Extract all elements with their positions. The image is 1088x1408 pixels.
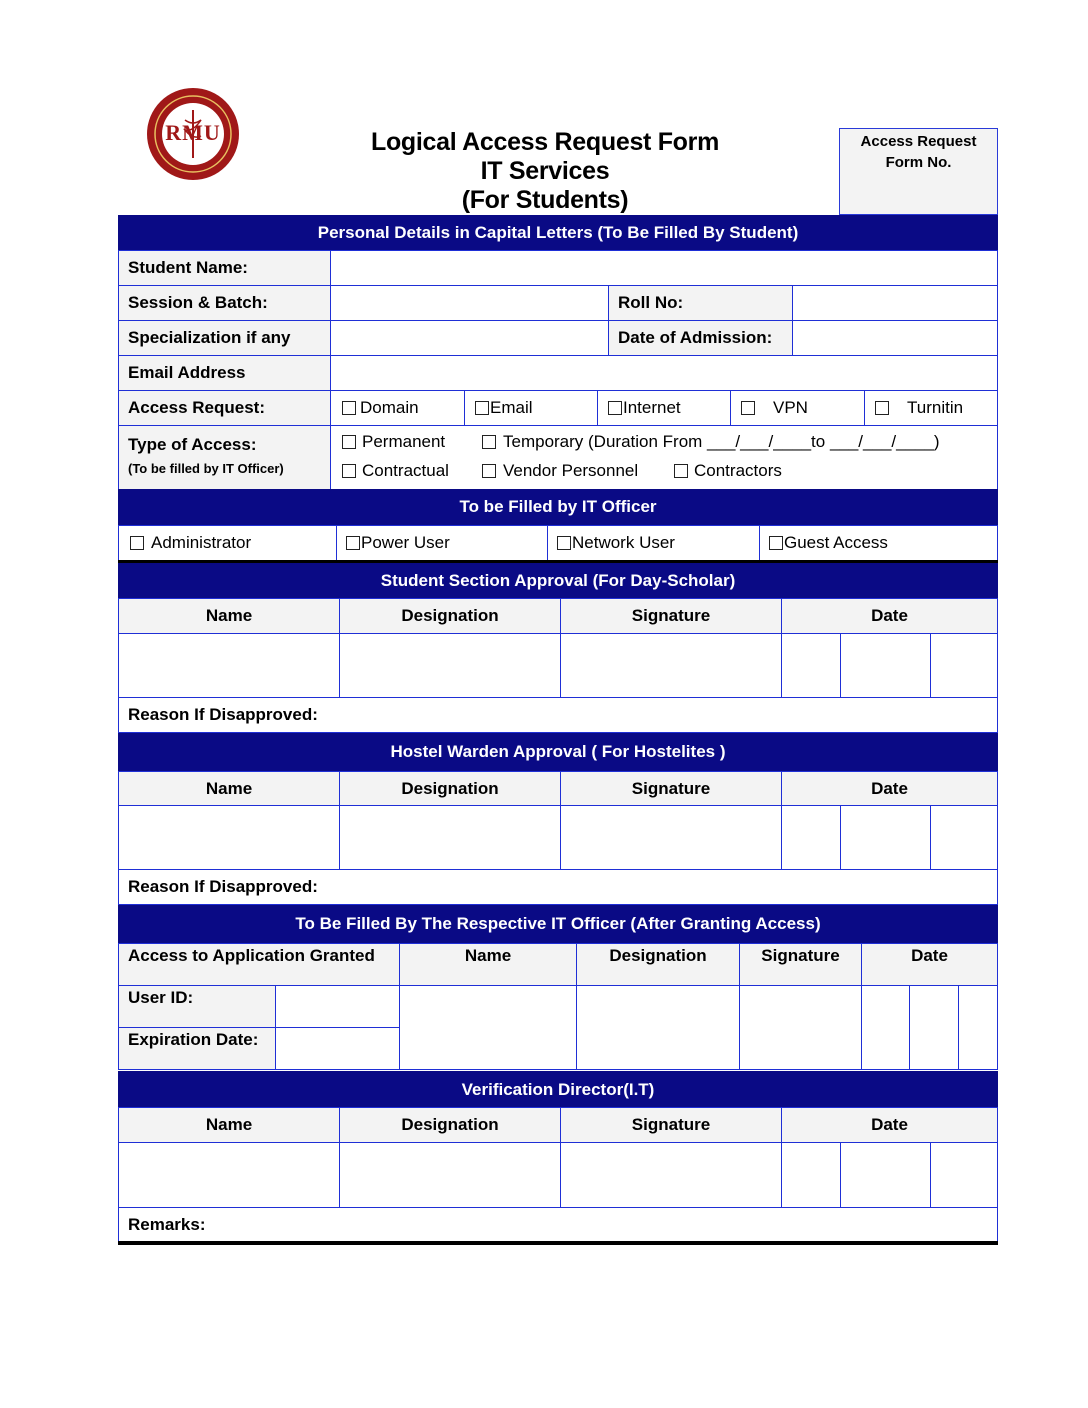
checkbox-icon[interactable] (741, 401, 755, 415)
student-name-field[interactable] (330, 250, 998, 286)
access-option-internet[interactable]: Internet (597, 390, 731, 426)
session-batch-field[interactable] (330, 285, 609, 321)
column-name: Name (118, 598, 340, 634)
warden-name-field[interactable] (118, 805, 340, 870)
role-administrator[interactable]: Administrator (118, 525, 337, 561)
type-temporary[interactable]: Temporary (Duration From ___/___/____to ___/___/____) (482, 431, 940, 453)
logo-monogram: RMU (165, 120, 221, 145)
date-day-field[interactable] (781, 633, 841, 698)
director-signature-field[interactable] (560, 1142, 782, 1208)
date-month-field[interactable] (840, 805, 931, 870)
type-of-access-label: Type of Access: (128, 435, 257, 454)
column-designation: Designation (576, 943, 740, 986)
specialization-label: Specialization if any (118, 320, 331, 356)
role-guest-access[interactable]: Guest Access (759, 525, 998, 561)
type-contractors[interactable]: Contractors (674, 460, 782, 482)
checkbox-icon[interactable] (342, 464, 356, 478)
checkbox-icon[interactable] (608, 401, 622, 415)
checkbox-icon[interactable] (482, 435, 496, 449)
user-id-label: User ID: (118, 985, 276, 1028)
column-signature: Signature (560, 598, 782, 634)
checkbox-icon[interactable] (342, 435, 356, 449)
director-name-field[interactable] (118, 1142, 340, 1208)
student-name-label: Student Name: (118, 250, 331, 286)
date-year-field[interactable] (930, 1142, 998, 1208)
access-option-turnitin[interactable]: Turnitin (864, 390, 998, 426)
expiration-date-field[interactable] (275, 1027, 400, 1070)
user-id-field[interactable] (275, 985, 400, 1028)
column-date: Date (861, 943, 998, 986)
access-granted-label: Access to Application Granted (118, 943, 400, 986)
date-year-field[interactable] (958, 985, 998, 1070)
warden-designation-field[interactable] (339, 805, 561, 870)
date-day-field[interactable] (861, 985, 910, 1070)
checkbox-icon[interactable] (346, 536, 360, 550)
checkbox-icon[interactable] (130, 536, 144, 550)
column-date: Date (781, 1107, 998, 1143)
date-day-field[interactable] (781, 1142, 841, 1208)
date-month-field[interactable] (909, 985, 959, 1070)
column-name: Name (399, 943, 577, 986)
roll-no-field[interactable] (792, 285, 998, 321)
email-field[interactable] (330, 355, 998, 391)
checkbox-icon[interactable] (557, 536, 571, 550)
date-day-field[interactable] (781, 805, 841, 870)
date-year-field[interactable] (930, 805, 998, 870)
reason-disapproved-field[interactable]: Reason If Disapproved: (118, 869, 998, 905)
date-year-field[interactable] (930, 633, 998, 698)
granter-name-field[interactable] (399, 985, 577, 1070)
director-designation-field[interactable] (339, 1142, 561, 1208)
specialization-field[interactable] (330, 320, 609, 356)
column-designation: Designation (339, 771, 561, 806)
student-section-bar: Student Section Approval (For Day-Scholar) (118, 563, 998, 598)
access-option-email[interactable]: Email (464, 390, 598, 426)
date-of-admission-label: Date of Admission: (608, 320, 793, 356)
approver-name-field[interactable] (118, 633, 340, 698)
form-subtitle: IT Services (480, 157, 610, 185)
column-signature: Signature (560, 1107, 782, 1143)
column-date: Date (781, 771, 998, 806)
checkbox-icon[interactable] (475, 401, 489, 415)
personal-details-bar: Personal Details in Capital Letters (To Be Filled By Student) (118, 215, 998, 250)
form-number-label: Access Request Form No. (860, 133, 977, 171)
granter-designation-field[interactable] (576, 985, 740, 1070)
bottom-rule (118, 1241, 998, 1245)
access-option-vpn[interactable]: VPN (730, 390, 865, 426)
checkbox-icon[interactable] (482, 464, 496, 478)
remarks-field[interactable]: Remarks: (118, 1207, 998, 1242)
expiration-date-label: Expiration Date: (118, 1027, 276, 1070)
column-designation: Designation (339, 1107, 561, 1143)
access-option-domain[interactable]: Domain (330, 390, 465, 426)
approver-signature-field[interactable] (560, 633, 782, 698)
column-signature: Signature (739, 943, 862, 986)
type-of-access-label-cell (118, 425, 331, 490)
verification-bar: Verification Director(I.T) (118, 1071, 998, 1108)
type-contractual[interactable]: Contractual (342, 460, 449, 482)
role-power-user[interactable]: Power User (336, 525, 548, 561)
type-of-access-note: (To be filled by IT Officer) (128, 461, 284, 476)
reason-disapproved-field[interactable]: Reason If Disapproved: (118, 697, 998, 733)
roll-no-label: Roll No: (608, 285, 793, 321)
email-label: Email Address (118, 355, 331, 391)
column-date: Date (781, 598, 998, 634)
column-designation: Designation (339, 598, 561, 634)
column-name: Name (118, 1107, 340, 1143)
checkbox-icon[interactable] (342, 401, 356, 415)
checkbox-icon[interactable] (875, 401, 889, 415)
approver-designation-field[interactable] (339, 633, 561, 698)
date-month-field[interactable] (840, 1142, 931, 1208)
form-title: Logical Access Request Form (370, 128, 720, 156)
granter-signature-field[interactable] (739, 985, 862, 1070)
hostel-warden-bar: Hostel Warden Approval ( For Hostelites ) (118, 733, 998, 771)
session-batch-label: Session & Batch: (118, 285, 331, 321)
type-vendor[interactable]: Vendor Personnel (482, 460, 638, 482)
date-of-admission-field[interactable] (792, 320, 998, 356)
form-number-box[interactable] (839, 128, 998, 215)
form-audience: (For Students) (461, 186, 629, 214)
granting-access-bar: To Be Filled By The Respective IT Officer (After Granting Access) (118, 905, 998, 943)
type-permanent[interactable]: Permanent (342, 431, 445, 453)
it-officer-bar: To be Filled by IT Officer (118, 489, 998, 525)
column-name: Name (118, 771, 340, 806)
checkbox-icon[interactable] (674, 464, 688, 478)
role-network-user[interactable]: Network User (547, 525, 760, 561)
column-signature: Signature (560, 771, 782, 806)
date-month-field[interactable] (840, 633, 931, 698)
access-request-label: Access Request: (118, 390, 331, 426)
warden-signature-field[interactable] (560, 805, 782, 870)
checkbox-icon[interactable] (769, 536, 783, 550)
